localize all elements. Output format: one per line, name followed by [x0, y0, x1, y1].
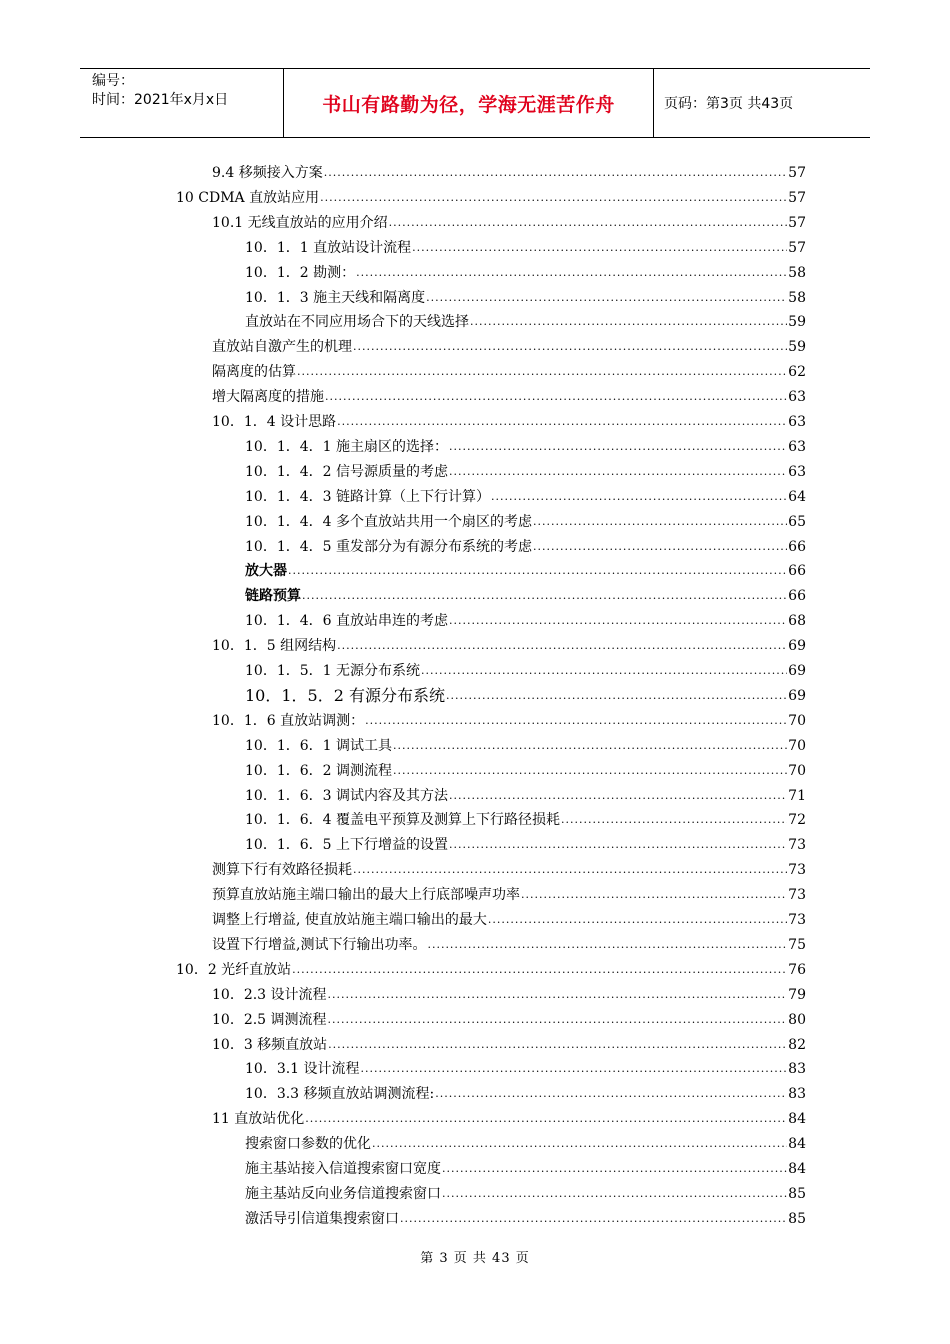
toc-entry[interactable] [245, 1154, 806, 1178]
toc-entry[interactable] [212, 855, 806, 879]
toc-leader-dots [288, 562, 787, 580]
toc-entry-page-number: 70 [788, 762, 806, 779]
toc-entry-page-number: 83 [788, 1061, 806, 1078]
toc-leader-dots [442, 1185, 787, 1203]
toc-entry-page-number: 85 [788, 1185, 806, 1202]
toc-entry[interactable] [212, 332, 806, 356]
toc-entry-page-number: 69 [788, 638, 806, 655]
toc-entry[interactable] [245, 556, 806, 580]
toc-entry[interactable] [212, 158, 806, 182]
toc-leader-dots [337, 637, 787, 655]
toc-leader-dots [393, 762, 787, 780]
toc-entry[interactable] [245, 482, 806, 506]
toc-entry-title: 10 CDMA 直放站应用 [176, 189, 320, 206]
toc-entry[interactable] [212, 1104, 806, 1128]
toc-entry-title: 10．2.3 设计流程 [212, 986, 327, 1003]
toc-entry-page-number: 73 [788, 837, 806, 854]
toc-entry-page-number: 57 [788, 165, 806, 181]
toc-entry-page-number: 75 [788, 936, 806, 953]
toc-entry-title: 10．1．6．2 调测流程 [245, 762, 392, 779]
toc-entry-title: 施主基站反向业务信道搜索窗口 [245, 1185, 441, 1202]
toc-leader-dots [353, 338, 787, 356]
toc-entry-page-number: 76 [788, 961, 806, 978]
toc-entry[interactable] [245, 805, 806, 829]
toc-entry-page-number: 68 [788, 613, 806, 630]
toc-entry-page-number: 63 [788, 463, 806, 480]
toc-leader-dots [427, 936, 787, 954]
toc-entry[interactable] [245, 233, 806, 257]
toc-entry[interactable] [245, 681, 806, 705]
toc-entry-page-number: 73 [788, 862, 806, 879]
toc-leader-dots [449, 438, 787, 456]
toc-entry[interactable] [176, 955, 806, 979]
toc-entry-title: 10．2 光纤直放站 [176, 961, 292, 978]
toc-entry-title: 激活导引信道集搜索窗口 [245, 1210, 399, 1227]
header-meta [80, 69, 283, 137]
toc-entry-title: 10．1．4．1 施主扇区的选择： [245, 438, 448, 455]
toc-entry[interactable] [212, 382, 806, 406]
toc-entry[interactable] [245, 1179, 806, 1203]
toc-entry-title: 10．1．1 直放站设计流程 [245, 239, 412, 256]
toc-entry[interactable] [245, 307, 806, 331]
toc-entry[interactable] [245, 756, 806, 780]
toc-entry[interactable] [245, 781, 806, 805]
toc-entry-title: 调整上行增益, 使直放站施主端口输出的最大 [212, 912, 487, 928]
toc-leader-dots [320, 189, 787, 207]
toc-entry-page-number: 62 [788, 364, 806, 381]
toc-entry-page-number: 57 [788, 239, 806, 256]
toc-entry[interactable] [245, 258, 806, 282]
toc-entry-title: 10．1．4．4 多个直放站共用一个扇区的考虑 [245, 513, 532, 530]
page-footer: 第 3 页 共 43 页 [420, 1251, 530, 1266]
toc-leader-dots [561, 811, 787, 829]
toc-entry[interactable] [212, 1030, 806, 1054]
toc-leader-dots [442, 1160, 787, 1178]
toc-entry-page-number: 72 [788, 812, 806, 829]
toc-entry-page-number: 63 [788, 438, 806, 455]
header-page-info: 页码：第3页 共43页 [664, 96, 794, 112]
toc-entry-title: 10．3.3 移频直放站调测流程: [245, 1086, 435, 1103]
toc-entry[interactable] [245, 1079, 806, 1103]
toc-entry-title: 增大隔离度的措施 [212, 389, 324, 406]
toc-leader-dots [393, 737, 787, 755]
toc-entry-title: 10．3 移频直放站 [212, 1036, 328, 1053]
toc-entry-page-number: 66 [788, 588, 806, 605]
toc-entry[interactable] [245, 606, 806, 630]
toc-leader-dots [521, 886, 787, 904]
toc-leader-dots [449, 787, 787, 805]
toc-entry-title: 10．1．5．2 有源分布系统 [245, 685, 445, 705]
toc-entry-page-number: 70 [788, 712, 806, 729]
toc-entry[interactable] [245, 532, 806, 556]
toc-entry[interactable] [245, 457, 806, 481]
toc-entry-page-number: 85 [788, 1210, 806, 1227]
toc-leader-dots [365, 712, 787, 730]
toc-entry-page-number: 71 [788, 787, 806, 804]
toc-entry[interactable] [245, 507, 806, 531]
toc-entry-page-number: 66 [788, 563, 806, 580]
toc-entry-page-number: 59 [788, 339, 806, 356]
toc-leader-dots [292, 961, 787, 979]
toc-leader-dots [533, 513, 787, 531]
toc-entry-page-number: 58 [788, 264, 806, 281]
toc-entry-title: 10．1．4．2 信号源质量的考虑 [245, 463, 448, 480]
toc-entry[interactable] [245, 830, 806, 854]
number-label: 编号： [92, 73, 134, 89]
toc-leader-dots [421, 662, 787, 680]
toc-entry-page-number: 83 [788, 1086, 806, 1103]
toc-entry[interactable] [245, 1054, 806, 1078]
toc-entry-title: 10．1．3 施主天线和隔离度 [245, 289, 426, 306]
toc-leader-dots [491, 488, 787, 506]
toc-leader-dots [353, 861, 787, 879]
toc-leader-dots [325, 388, 787, 406]
toc-entry-title: 10．1．4．5 重发部分为有源分布系统的考虑 [245, 538, 532, 555]
toc-entry[interactable] [212, 980, 806, 1004]
toc-entry-page-number: 63 [788, 414, 806, 430]
toc-entry-page-number: 84 [788, 1111, 806, 1128]
toc-entry[interactable] [212, 357, 806, 381]
time-label: 时间：2021年x月x日 [92, 92, 229, 108]
toc-leader-dots [297, 363, 787, 381]
toc-entry[interactable] [212, 905, 806, 929]
toc-entry[interactable] [245, 1129, 806, 1153]
toc-entry[interactable] [245, 283, 806, 307]
header-motto: 书山有路勤为径，学海无涯苦作舟 [283, 69, 654, 137]
toc-leader-dots [337, 413, 787, 431]
toc-entry[interactable] [212, 407, 806, 431]
toc-entry-title: 测算下行有效路径损耗 [212, 862, 352, 879]
toc-leader-dots [449, 836, 787, 854]
toc-entry-page-number: 66 [788, 538, 806, 555]
toc-entry-title: 10．1．4．6 直放站串连的考虑 [245, 613, 448, 630]
toc-entry-title: 10．1．6．4 覆盖电平预算及测算上下行路径损耗 [245, 812, 560, 829]
toc-entry-page-number: 59 [788, 314, 806, 331]
toc-entry-title: 10．1．6．5 上下行增益的设置 [245, 837, 448, 854]
toc-entry-title: 链路预算 [245, 588, 301, 605]
toc-entry-page-number: 63 [788, 389, 806, 406]
toc-entry-page-number: 57 [788, 214, 806, 231]
toc-entry[interactable] [212, 930, 806, 954]
toc-entry-page-number: 84 [788, 1161, 806, 1177]
toc-entry-title: 11 直放站优化 [212, 1111, 305, 1128]
toc-leader-dots [328, 986, 788, 1004]
toc-leader-dots [305, 1110, 787, 1128]
toc-leader-dots [328, 1011, 788, 1029]
toc-leader-dots [389, 214, 788, 232]
toc-entry[interactable] [212, 208, 806, 232]
toc-entry-title: 直放站在不同应用场合下的天线选择 [245, 314, 469, 331]
toc-entry-title: 10．1．6．1 调试工具 [245, 737, 392, 754]
toc-entry-title: 放大器 [245, 563, 287, 580]
toc-entry-title: 10．1．2 勘测： [245, 264, 356, 281]
toc-entry[interactable] [245, 1204, 806, 1228]
toc-entry-title: 施主基站接入信道搜索窗口宽度 [245, 1161, 441, 1177]
toc-entry-page-number: 84 [788, 1136, 806, 1153]
toc-entry-title: 10．1．6．3 调试内容及其方法 [245, 787, 448, 804]
toc-entry-page-number: 73 [788, 912, 806, 928]
toc-entry-page-number: 79 [788, 986, 806, 1003]
toc-leader-dots [324, 164, 787, 182]
toc-entry-page-number: 65 [788, 513, 806, 530]
toc-leader-dots [302, 587, 787, 605]
toc-entry-page-number: 70 [788, 737, 806, 754]
toc-entry-page-number: 73 [788, 887, 806, 904]
toc-entry-page-number: 82 [788, 1036, 806, 1053]
toc-entry[interactable] [212, 880, 806, 904]
toc-leader-dots [356, 264, 787, 282]
toc-entry-title: 10．1．4 设计思路 [212, 414, 337, 430]
toc-entry-page-number: 64 [788, 488, 806, 505]
toc-leader-dots [372, 1135, 787, 1153]
toc-entry[interactable] [212, 706, 806, 730]
toc-entry-title: 9.4 移频接入方案 [212, 165, 323, 181]
toc-entry[interactable] [212, 631, 806, 655]
toc-entry-title: 10．1．5 组网结构 [212, 638, 337, 655]
toc-entry-title: 10．1．4．3 链路计算（上下行计算） [245, 488, 490, 505]
toc-entry-title: 隔离度的估算 [212, 364, 296, 381]
toc-entry-page-number: 69 [788, 663, 806, 679]
toc-entry[interactable] [245, 731, 806, 755]
toc-leader-dots [400, 1210, 787, 1228]
toc-entry-title: 直放站自激产生的机理 [212, 339, 352, 356]
toc-leader-dots [488, 911, 787, 929]
toc-leader-dots [435, 1085, 787, 1103]
toc-entry-title: 10．2.5 调测流程 [212, 1011, 327, 1028]
toc-entry-title: 10.1 无线直放站的应用介绍 [212, 214, 388, 231]
toc-entry-title: 10．1．5．1 无源分布系统 [245, 663, 420, 679]
toc-leader-dots [449, 612, 787, 630]
toc-entry[interactable] [245, 656, 806, 680]
toc-entry-title: 预算直放站施主端口输出的最大上行底部噪声功率 [212, 887, 520, 904]
toc-entry[interactable] [176, 183, 806, 207]
toc-leader-dots [361, 1060, 788, 1078]
toc-entry[interactable] [245, 581, 806, 605]
toc-leader-dots [533, 538, 787, 556]
toc-entry-title: 设置下行增益,测试下行输出功率。 [212, 936, 427, 953]
toc-entry-title: 10．1．6 直放站调测： [212, 712, 365, 729]
toc-leader-dots [449, 463, 787, 481]
toc-entry-page-number: 69 [788, 687, 806, 704]
toc-entry[interactable] [245, 432, 806, 456]
toc-entry-title: 搜索窗口参数的优化 [245, 1136, 371, 1153]
toc-entry-title: 10．3.1 设计流程 [245, 1061, 360, 1078]
toc-entry-page-number: 57 [788, 189, 806, 206]
toc-entry[interactable] [212, 1005, 806, 1029]
toc-leader-dots [470, 313, 787, 331]
toc-leader-dots [426, 289, 787, 307]
toc-leader-dots [328, 1036, 787, 1054]
toc-leader-dots [446, 687, 787, 705]
toc-leader-dots [412, 239, 787, 257]
document-header [80, 68, 870, 138]
toc-entry-page-number: 58 [788, 289, 806, 306]
toc-entry-page-number: 80 [788, 1011, 806, 1028]
